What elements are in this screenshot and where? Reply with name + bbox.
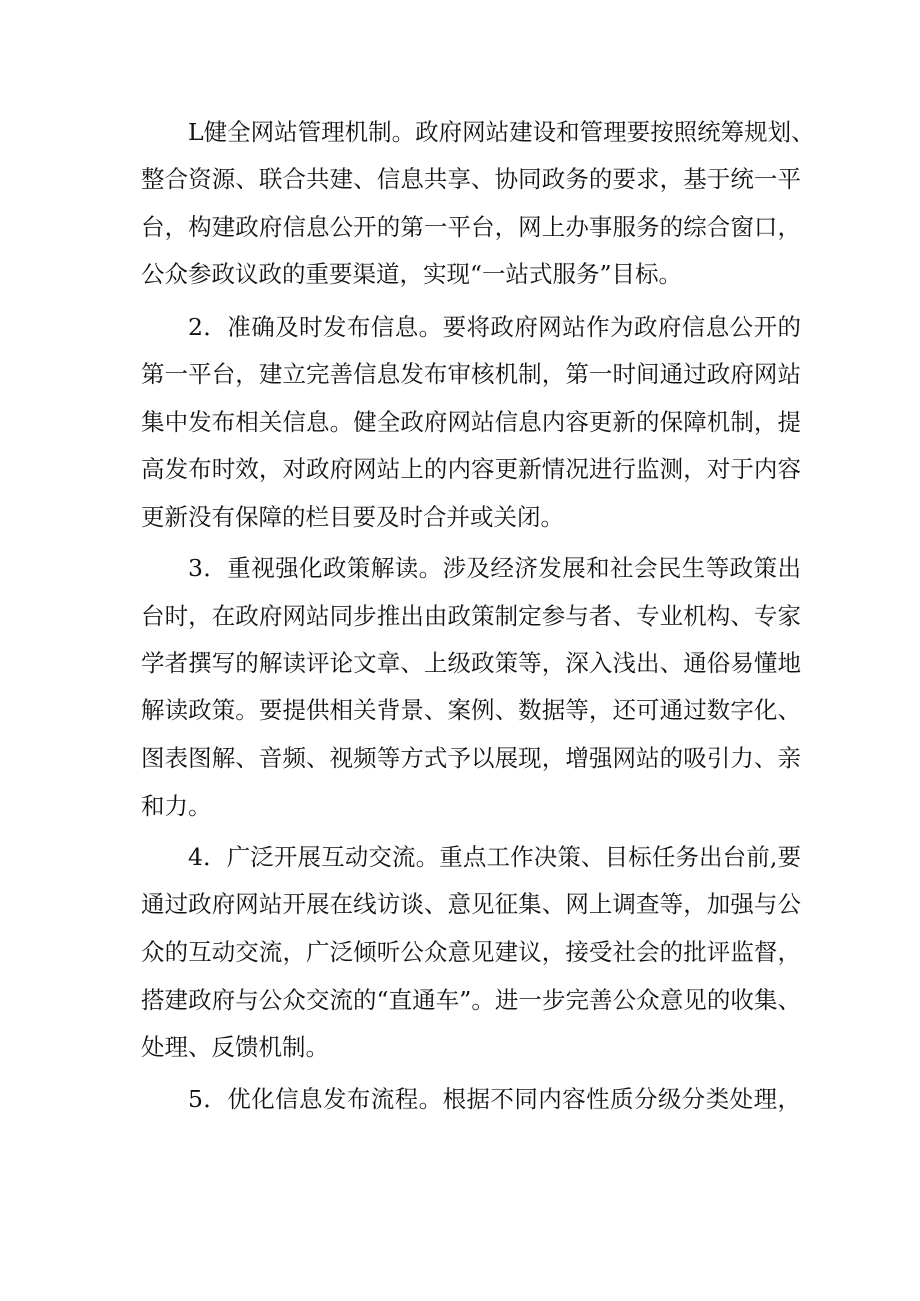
paragraph-4-line-2: 通过政府网站开展在线访谈、意见征集、网上调查等，加强与公 <box>141 890 801 918</box>
paragraph-1-line-3: 台，构建政府信息公开的第一平台，网上办事服务的综合窗口， <box>141 213 801 241</box>
paragraph-2-line-4: 高发布时效，对政府网站上的内容更新情况进行监测，对于内容 <box>141 455 801 483</box>
paragraph-2-line-1: 2．准确及时发布信息。要将政府网站作为政府信息公开的 <box>188 313 801 341</box>
paragraph-4-line-3: 众的互动交流，广泛倾听公众意见建议，接受社会的批评监督， <box>141 938 801 966</box>
paragraph-2-line-2: 第一平台，建立完善信息发布审核机制，第一时间通过政府网站 <box>141 360 801 388</box>
paragraph-3-line-4: 解读政策。要提供相关背景、案例、数据等，还可通过数字化、 <box>141 696 801 724</box>
paragraph-1-line-2: 整合资源、联合共建、信息共享、协同政务的要求，基于统一平 <box>141 165 801 193</box>
paragraph-3-line-6: 和力。 <box>141 792 212 820</box>
paragraph-4-line-4: 搭建政府与公众交流的“直通车”。进一步完善公众意见的收集、 <box>141 986 801 1014</box>
paragraph-1-line-1: L健全网站管理机制。政府网站建设和管理要按照统筹规划、 <box>188 118 815 146</box>
paragraph-2-line-5: 更新没有保障的栏目要及时合并或关闭。 <box>141 503 564 531</box>
paragraph-4-line-1: 4．广泛开展互动交流。重点工作决策、目标任务出台前,要 <box>188 843 801 871</box>
paragraph-3-line-3: 学者撰写的解读评论文章、上级政策等，深入浅出、通俗易懂地 <box>141 649 801 677</box>
paragraph-3-line-2: 台时，在政府网站同步推出由政策制定参与者、专业机构、专家 <box>141 602 801 630</box>
paragraph-1-line-4: 公众参政议政的重要渠道，实现“一站式服务”目标。 <box>141 260 683 288</box>
paragraph-5-line-1: 5．优化信息发布流程。根据不同内容性质分级分类处理， <box>188 1085 801 1113</box>
paragraph-3-line-5: 图表图解、音频、视频等方式予以展现，增强网站的吸引力、亲 <box>141 744 801 772</box>
paragraph-4-line-5: 处理、反馈机制。 <box>141 1033 329 1061</box>
paragraph-3-line-1: 3．重视强化政策解读。涉及经济发展和社会民生等政策出 <box>188 554 801 582</box>
paragraph-2-line-3: 集中发布相关信息。健全政府网站信息内容更新的保障机制，提 <box>141 408 801 436</box>
